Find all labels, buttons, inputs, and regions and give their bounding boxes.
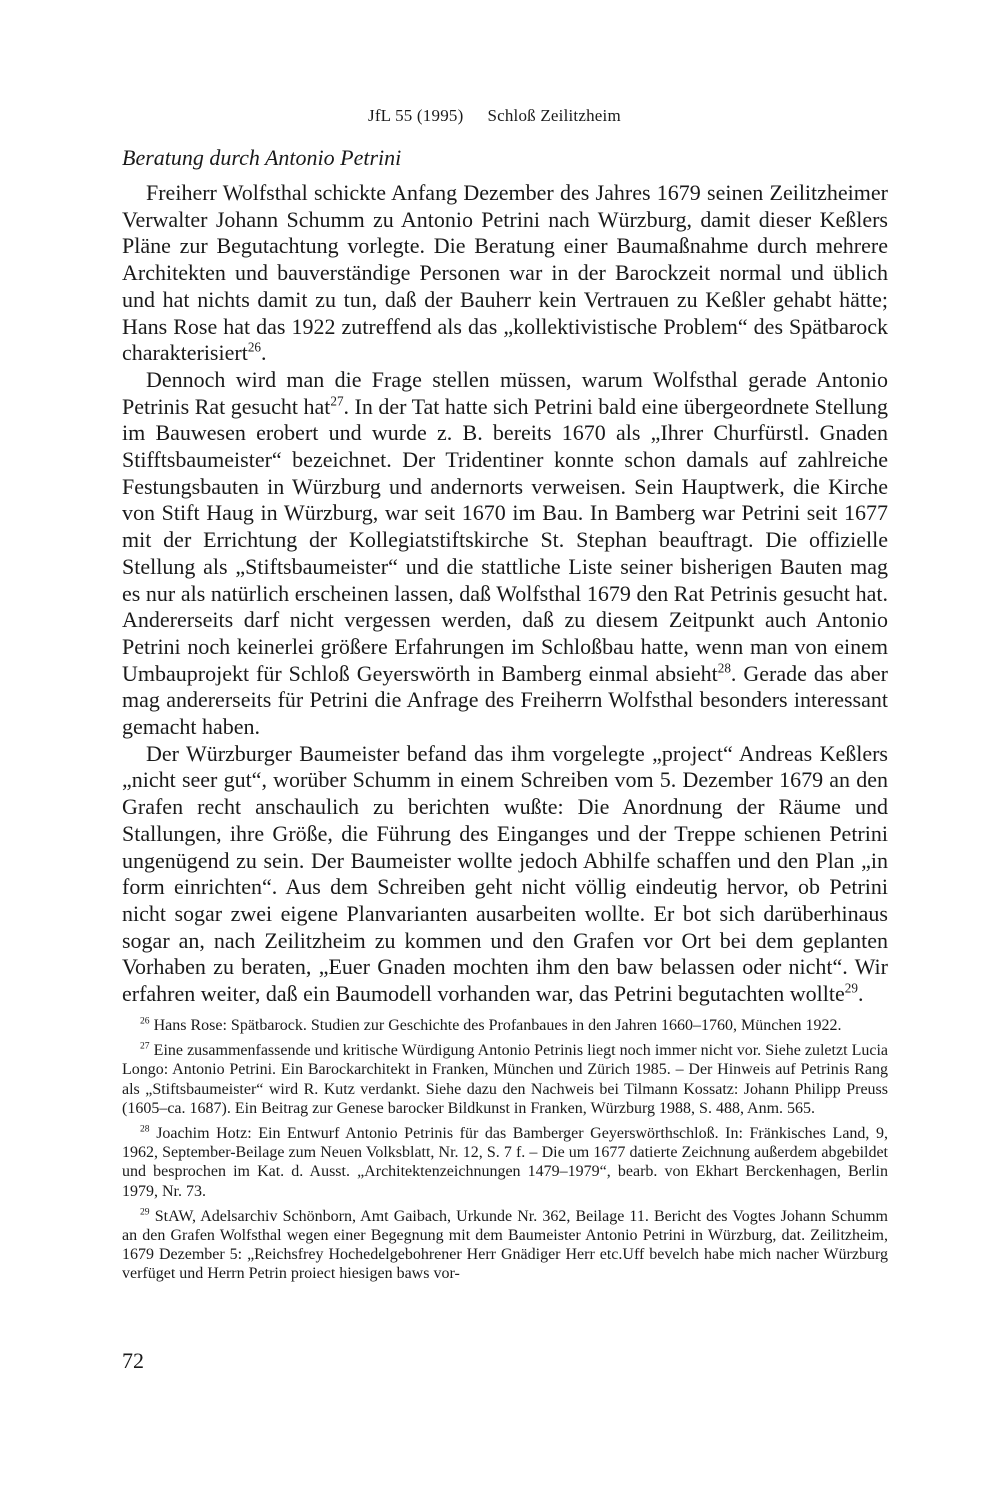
footnote-number: 28: [140, 1123, 150, 1135]
journal-reference: JfL 55 (1995): [368, 106, 464, 125]
footnote-number: 26: [140, 1015, 150, 1027]
footnotes: [122, 1016, 888, 1290]
page-number: 72: [122, 1348, 144, 1373]
footnote-27: [122, 1041, 888, 1118]
footnote-number: 27: [140, 1040, 150, 1052]
paragraph-1: [122, 180, 888, 367]
paragraph-text: . In der Tat hatte sich Petrini bald eine übergeordnete Stellung im Bauwesen erobert und wurde z. B. bereits 1670 als „Ihrer Churfürstl. Gnaden Stifftsbaumeister“ bezeichnet. Der Tridentiner konnte schon damals auf zahlreiche Festungsbauten in Würzburg und andernorts verweisen. Sein Hauptwerk, die Kirche von Stift Haug in Würzburg, war seit 1670 im Bau. In Bamberg war Petrini seit 1677 mit der Errichtung der Kollegiatstiftskirche St. Stephan beauftragt. Die offizielle Stellung als „Stiftsbaumeister“ und die stattliche Liste seiner bisherigen Bauten mag es nur als natürlich erscheinen lassen, daß Wolfsthal 1679 den Rat Petrinis gesucht hat. Andererseits darf nicht vergessen werden, daß zu diesem Zeitpunkt auch Antonio Petrini noch keinerlei größere Erfahrungen im Schloßbau hatte, wenn man von einem Umbauprojekt für Schloß Geyerswörth in Bamberg einmal absieht: [122, 393, 888, 686]
footnote-ref-28: 28: [717, 660, 731, 676]
footnote-text: Eine zusammenfassende und kritische Würdigung Antonio Petrinis liegt noch immer nicht vor. Siehe zuletzt Lucia Longo: Antonio Petrini. Ein Barockarchitekt in Franken, München und Zürich 1985. – Der Hinweis auf Petrinis Rang als „Stiftsbaumeister“ wird R. Kutz verdankt. Siehe dazu den Nachweis bei Tilmann Kossatz: Johann Philipp Preuss (1605–ca. 1687). Ein Beitrag zur Genese barocker Bildkunst in Franken, Würzburg 1988, S. 488, Anm. 565.: [122, 1042, 889, 1117]
footnote-29: [122, 1207, 888, 1284]
footnote-text: Joachim Hotz: Ein Entwurf Antonio Petrinis für das Bamberger Geyerswörthschloß. In: Fränkisches Land, 9, 1962, September-Beilage zum Neuen Volksblatt, Nr. 12, S. 7 f. – Die um 1677 datierte Zeichnung außerdem abgebildet und besprochen im Kat. d. Ausst. „Architektenzeichnungen 1479–1979“, bearb. von Ekhart Berckenhagen, Berlin 1979, Nr. 73.: [122, 1125, 889, 1200]
paragraph-2: [122, 367, 888, 741]
paragraph-text: .: [261, 340, 267, 366]
footnote-ref-26: 26: [247, 339, 261, 355]
paragraph-3: [122, 741, 888, 1008]
section-heading: Beratung durch Antonio Petrini: [122, 145, 402, 170]
footnote-ref-29: 29: [844, 980, 858, 996]
running-head: [368, 106, 621, 126]
footnote-number: 29: [140, 1206, 150, 1218]
footnote-26: [122, 1016, 888, 1035]
paragraph-text: .: [857, 981, 864, 1007]
body-text: [122, 180, 888, 1008]
article-title: Schloß Zeilitzheim: [487, 106, 621, 125]
footnote-ref-27: 27: [330, 393, 344, 409]
footnote-text: StAW, Adelsarchiv Schönborn, Amt Gaibach, Urkunde Nr. 362, Beilage 11. Bericht des Vogtes Johann Schumm an den Grafen Wolfsthal wegen einer Begegnung mit dem Baumeister Antonio Petrini in Würzburg, dat. Zeilitzheim, 1679 Dezember 5: „Reichsfrey Hochedelgebohrener Herr Gnädiger Herr etc.Uff bevelch habe mich nacher Würzburg verfüget und Herrn Petrin proiect hiesigen baws vor-: [122, 1207, 889, 1283]
footnote-text: Hans Rose: Spätbarock. Studien zur Geschichte des Profanbaues in den Jahren 1660–1760, München 1922.: [153, 1017, 842, 1034]
paragraph-text: . Gerade das aber mag andererseits für Petrini die Anfrage des Freiherrn Wolfsthal besonders interessant gemacht haben.: [122, 660, 888, 740]
paragraph-text: Freiherr Wolfsthal schickte Anfang Dezember des Jahres 1679 seinen Zeilitzheimer Verwalter Johann Schumm zu Antonio Petrini nach Würzburg, damit dieser Keßlers Pläne zur Begutachtung vorlegte. Die Beratung einer Baumaßnahme durch mehrere Architekten und bauverständige Personen war in der Barockzeit normal und üblich und hat nichts damit zu tun, daß der Bauherr kein Vertrauen zu Keßler gehabt hätte; Hans Rose hat das 1922 zutreffend als das „kollektivistische Problem“ des Spätbarock charakterisiert: [122, 180, 888, 366]
paragraph-text: Der Würzburger Baumeister befand das ihm vorgelegte „project“ Andreas Keßlers „nicht seer gut“, worüber Schumm in einem Schreiben vom 5. Dezember 1679 an den Grafen recht anschaulich zu berichten wußte: Die Anordnung der Räume und Stallungen, ihre Größe, die Führung des Einganges und der Treppe schienen Petrini ungenügend zu sein. Der Baumeister wollte jedoch Abhilfe schaffen und den Plan „in form einrichten“. Aus dem Schreiben geht nicht völlig eindeutig hervor, ob Petrini nicht sogar zwei eigene Planvarianten ausarbeiten wollte. Er bot sich darüberhinaus sogar an, nach Zeilitzheim zu kommen und den Grafen vor Ort bei dem geplanten Vorhaben zu beraten, „Euer Gnaden mochten ihm den baw belassen oder nicht“. Wir erfahren weiter, daß ein Baumodell vorhanden war, das Petrini begutachten wollte: [122, 740, 888, 1007]
footnote-28: [122, 1124, 888, 1201]
paragraph-text: Dennoch wird man die Frage stellen müssen, warum Wolfsthal gerade Antonio Petrinis Rat gesucht hat: [122, 366, 888, 419]
